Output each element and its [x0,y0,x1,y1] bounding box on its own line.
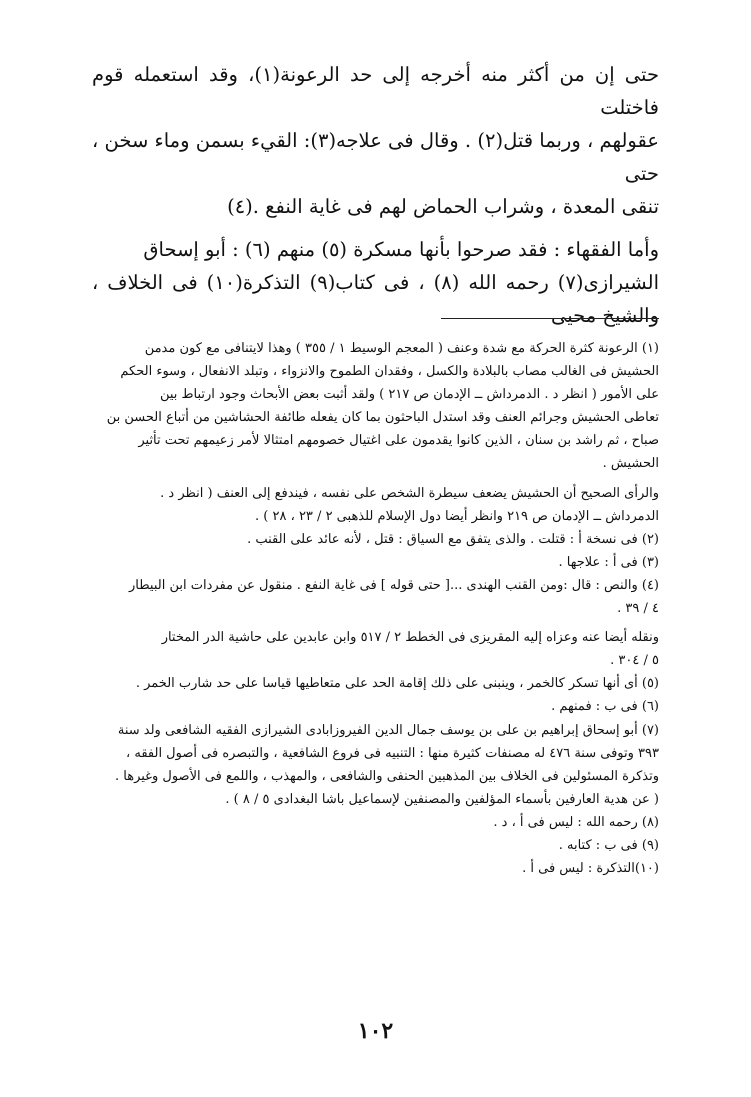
footnote-line: ٥ / ٣٠٤ . [610,653,659,669]
footnote-line: تعاطى الحشيش وجرائم العنف وقد استدل الباحثون بما كان يفعله طائفة الحشاشين من أتباع الحسن بن [106,410,659,426]
footnote-line: (٩) فى ب : كتابه . [558,837,659,853]
footnote-line: (٦) فى ب : فمنهم . [551,699,659,715]
footnote-line: والرأى الصحيح أن الحشيش يضعف سيطرة الشخص على نفسه ، فيندفع إلى العنف ( انظر د . [160,485,659,501]
text-line: حتى إن من أكثر منه أخرجه إلى حد الرعونة(١)، وقد استعمله قوم فاختلت [92,63,660,119]
footnote-line: (٤) والنص : قال :ومن القنب الهندى ...[ حتى قوله ] فى غاية النفع . منقول عن مفردات ابن البيطار [129,577,659,593]
main-paragraph-1 [92,58,659,223]
footnote-line: على الأمور ( انظر د . الدمرداش ــ الإدمان ص ٢١٧ ) ولقد أثبت بعض الأبحاث وجود ارتباط بين [159,387,659,403]
footnote-line: وتذكرة المسئولين فى الخلاف بين المذهبين الحنفى والشافعى ، والمهذب ، واللمع فى الأصول وغيرها . [114,768,659,784]
footnote-divider [441,318,659,319]
footnote-line: (٨) رحمه الله : ليس فى أ ، د . [493,814,659,830]
footnote-line: الدمرداش ــ الإدمان ص ٢١٩ وانظر أيضا دول الإسلام للذهبى ٢ / ٢٣ ، ٢٨ ) . [255,508,659,524]
footnote-line: ( عن هدية العارفين بأسماء المؤلفين والمصنفين لإسماعيل باشا البغدادى ٥ / ٨ ) . [225,791,659,807]
footnote-line: (١٠)التذكرة : ليس فى أ . [522,861,659,877]
footnote-line: (٣) فى أ : علاجها . [558,554,659,570]
footnote-line: (٢) فى نسخة أ : قتلت . والذى يتفق مع السياق : قتل ، لأنه عائد على القنب . [247,531,659,547]
footnote-line: الحشيش فى الغالب مصاب بالبلادة والكسل ، وفقدان الطموح والانزواء ، وتبلد الانفعال ، وسوء الحكم [120,364,659,380]
footnote-line: صباح ، ثم راشد بن سنان ، الذين كانوا يقدمون على اغتيال خصومهم امتثالا لأمر زعيمهم تحت تأثير [138,433,659,449]
page-number: ١٠٢ [357,1018,394,1044]
footnote-line: ونقله أيضا عنه وعزاه إليه المقريزى فى الخطط ٢ / ٥١٧ وابن عابدين على حاشية الدر المختار [161,630,659,646]
footnote-line: (١) الرعونة كثرة الحركة مع شدة وعنف ( المعجم الوسيط ١ / ٣٥٥ ) وهذا لايتنافى مع كون مدمن [144,341,659,356]
footnote-line: ٣٩٣ وتوفى سنة ٤٧٦ له مصنفات كثيرة منها : التنبيه فى فروع الشافعية ، والتبصره فى أصول الفقه ، [126,745,659,761]
footnote-line: (٥) أى أنها تسكر كالخمر ، وينبنى على ذلك إقامة الحد على متعاطيها قياسا على حد شارب الخمر . [135,676,659,692]
footnotes [92,337,659,880]
text-line: عقولهم ، وربما قتل(٢) . وقال فى علاجه(٣): القيء بسمن وماء سخن ، حتى [92,129,659,185]
text-line: وأما الفقهاء : فقد صرحوا بأنها مسكرة (٥) منهم (٦) : أبو إسحاق [143,238,659,261]
footnote-line: (٧) أبو إسحاق إبراهيم بن على بن يوسف جمال الدين الفيروزابادى الشيرازى الفقيه الشافعى ولد سنة [117,722,659,738]
text-line: الشيرازى(٧) رحمه الله (٨) ، فى كتاب(٩) التذكرة(١٠) فى الخلاف ، والشيخ محيى [92,271,660,327]
footnote-line: الحشيش . [602,456,659,472]
text-line: تنقى المعدة ، وشراب الحماض لهم فى غاية النفع .(٤) [227,195,659,218]
main-text [92,58,659,342]
footnote-line: ٤ / ٣٩ . [617,601,659,617]
